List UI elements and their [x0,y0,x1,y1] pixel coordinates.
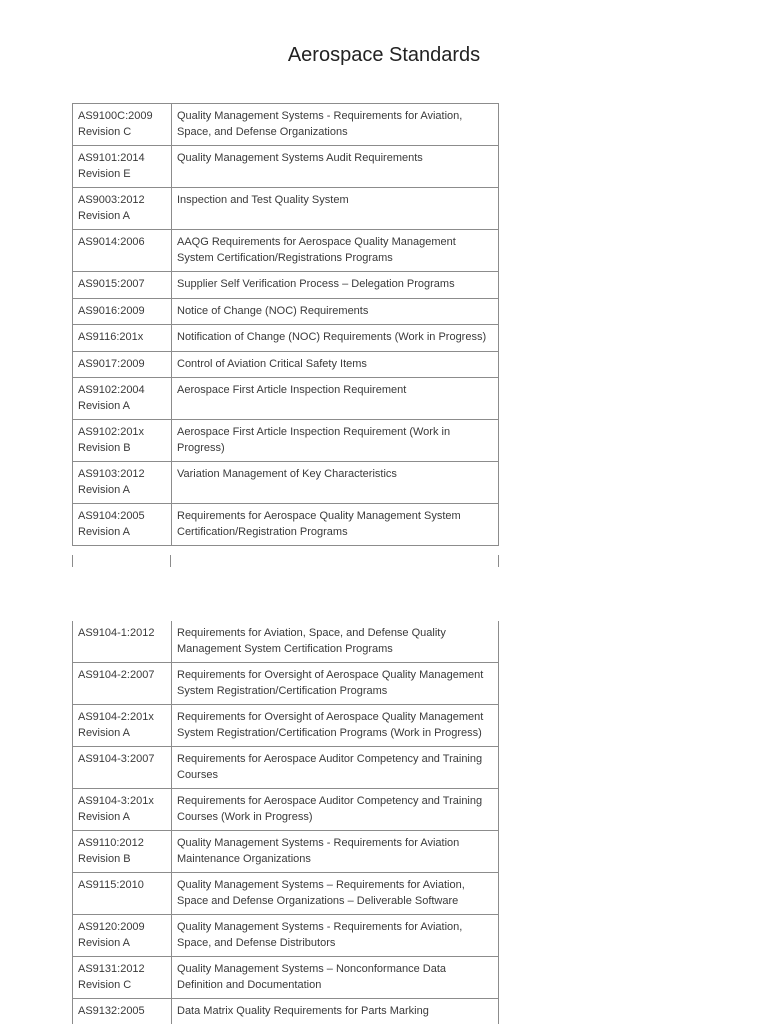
standard-description: Requirements for Aerospace Auditor Competency and Training Courses (Work in Progress) [172,789,499,831]
standards-table-page-2 [72,621,499,1024]
table-row [73,146,499,188]
standard-code: AS9131:2012 Revision C [73,957,172,999]
standard-description: Quality Management Systems - Requirements for Aviation, Space, and Defense Organizations [172,104,499,146]
standard-code: AS9015:2007 [73,272,172,299]
standard-description: Aerospace First Article Inspection Requirement (Work in Progress) [172,420,499,462]
standard-description: Requirements for Aerospace Auditor Competency and Training Courses [172,747,499,789]
table-row [73,621,499,663]
table-row [73,663,499,705]
standard-description: AAQG Requirements for Aerospace Quality Management System Certification/Registrations Programs [172,230,499,272]
table-row [73,915,499,957]
table-row [73,873,499,915]
standard-code: AS9100C:2009 Revision C [73,104,172,146]
standard-description: Notice of Change (NOC) Requirements [172,298,499,325]
standard-code: AS9016:2009 [73,298,172,325]
standard-code: AS9116:201x [73,325,172,352]
standard-description: Requirements for Oversight of Aerospace Quality Management System Registration/Certification Programs [172,663,499,705]
standard-code: AS9104-2:2007 [73,663,172,705]
table-row [73,420,499,462]
page-title: Aerospace Standards [287,44,481,66]
table-row [73,188,499,230]
standard-code: AS9110:2012 Revision B [73,831,172,873]
standard-code: AS9017:2009 [73,351,172,378]
table-row [73,747,499,789]
standard-description: Aerospace First Article Inspection Requirement [172,378,499,420]
standard-code: AS9102:201x Revision B [73,420,172,462]
standard-description: Notification of Change (NOC) Requirements (Work in Progress) [172,325,499,352]
table-row [73,272,499,299]
standard-description: Supplier Self Verification Process – Delegation Programs [172,272,499,299]
standard-description: Control of Aviation Critical Safety Items [172,351,499,378]
standards-table [72,103,499,546]
standard-description: Requirements for Aerospace Quality Management System Certification/Registration Programs [172,504,499,546]
table-row [73,999,499,1024]
standard-description: Quality Management Systems – Nonconformance Data Definition and Documentation [172,957,499,999]
standard-description: Requirements for Oversight of Aerospace Quality Management System Registration/Certification Programs (Work in Progress) [172,705,499,747]
table-row [73,789,499,831]
standard-code: AS9115:2010 [73,873,172,915]
standard-description: Quality Management Systems - Requirements for Aviation, Space, and Defense Distributors [172,915,499,957]
standard-code: AS9101:2014 Revision E [73,146,172,188]
table-row [73,298,499,325]
column-divider [170,555,171,567]
standard-code: AS9104-3:201x Revision A [73,789,172,831]
table-row [73,104,499,146]
standards-table [72,621,499,1024]
table-row [73,957,499,999]
table-row [73,462,499,504]
standard-code: AS9132:2005 [73,999,172,1024]
standard-code: AS9103:2012 Revision A [73,462,172,504]
standard-description: Quality Management Systems – Requirements for Aviation, Space and Defense Organizations – Deliverable Software [172,873,499,915]
standard-code: AS9014:2006 [73,230,172,272]
standard-code: AS9003:2012 Revision A [73,188,172,230]
standard-code: AS9120:2009 Revision A [73,915,172,957]
standard-description: Inspection and Test Quality System [172,188,499,230]
table-continuation [72,555,499,567]
standard-code: AS9102:2004 Revision A [73,378,172,420]
table-row [73,351,499,378]
standard-description: Data Matrix Quality Requirements for Parts Marking [172,999,499,1024]
standard-description: Requirements for Aviation, Space, and Defense Quality Management System Certification Programs [172,621,499,663]
table-row [73,504,499,546]
standard-description: Quality Management Systems Audit Requirements [172,146,499,188]
standard-code: AS9104-2:201x Revision A [73,705,172,747]
standard-description: Variation Management of Key Characteristics [172,462,499,504]
table-row [73,325,499,352]
table-row [73,230,499,272]
table-row [73,705,499,747]
standard-description: Quality Management Systems - Requirements for Aviation Maintenance Organizations [172,831,499,873]
standard-code: AS9104:2005 Revision A [73,504,172,546]
table-row [73,378,499,420]
standard-code: AS9104-3:2007 [73,747,172,789]
standards-table-page-1 [72,103,499,567]
table-row [73,831,499,873]
standard-code: AS9104-1:2012 [73,621,172,663]
